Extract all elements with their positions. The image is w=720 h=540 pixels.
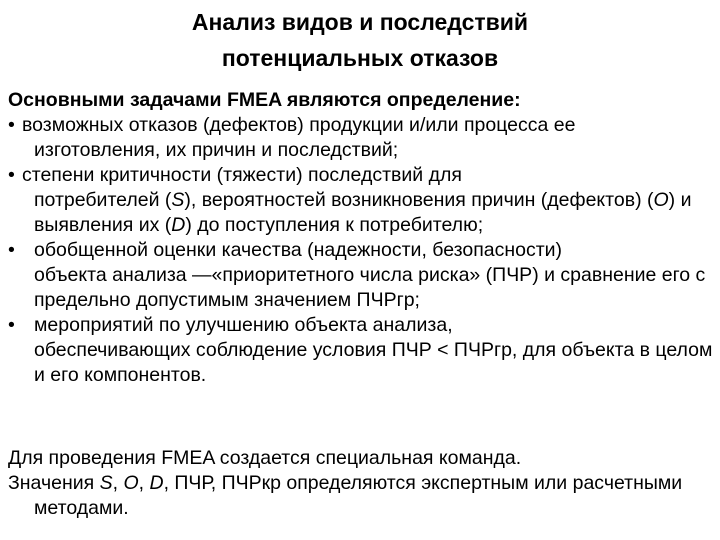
list-item	[8, 113, 714, 163]
title-line-2: потенциальных отказов	[221, 45, 499, 71]
list-item	[8, 238, 714, 313]
task-text: потребителей (	[34, 189, 172, 211]
task-rest: объекта анализа —«приоритетного числа риска» (ПЧР) и сравнение его с предельно допустимым значением ПЧРгр;	[34, 264, 706, 311]
task-text: ) и выявления их (	[34, 189, 692, 236]
task-line-1: обобщенной оценки качества (надежности, безопасности)	[34, 239, 563, 261]
symbol-o: O	[653, 189, 669, 211]
symbol-s: S	[99, 472, 113, 494]
symbol-d: D	[171, 214, 186, 236]
task-text: ) до поступления к потребителю;	[185, 214, 484, 236]
intro-heading: Основными задачами FMEA являются определение:	[8, 89, 521, 111]
task-text: ), вероятностей возникновения причин (дефектов) (	[184, 189, 654, 211]
list-item	[8, 163, 714, 238]
task-line-1: мероприятий по улучшению объекта анализа,	[34, 314, 453, 336]
task-rest: изготовления, их причин и последствий;	[34, 139, 399, 161]
task-line-1: степени критичности (тяжести) последствий для	[22, 164, 462, 186]
bullet-icon: •	[8, 164, 15, 186]
bullet-icon: •	[8, 239, 15, 261]
task-line-1: возможных отказов (дефектов) продукции и/или процесса ее	[22, 114, 576, 136]
symbol-s: S	[171, 189, 185, 211]
tasks-block	[8, 88, 714, 388]
closing-line-2	[8, 471, 714, 521]
title-line-1: Анализ видов и последствий	[191, 9, 529, 35]
bullet-icon: •	[8, 314, 15, 336]
closing-text: , ПЧР, ПЧРкр определяются экспертным или расчетными методами.	[34, 472, 683, 519]
slide-title	[60, 4, 660, 76]
symbol-o: O	[123, 472, 139, 494]
closing-line-1: Для проведения FMEA создается специальная команда.	[8, 447, 522, 469]
task-rest: обеспечивающих соблюдение условия ПЧР < ПЧРгр, для объекта в целом и его компонентов.	[34, 339, 713, 386]
bullet-icon: •	[8, 114, 15, 136]
closing-text: Значения	[8, 472, 100, 494]
separator: ,	[112, 472, 124, 494]
separator: ,	[138, 472, 150, 494]
list-item	[8, 313, 714, 388]
symbol-d: D	[149, 472, 164, 494]
task-list	[8, 113, 714, 388]
closing-block	[8, 446, 714, 521]
